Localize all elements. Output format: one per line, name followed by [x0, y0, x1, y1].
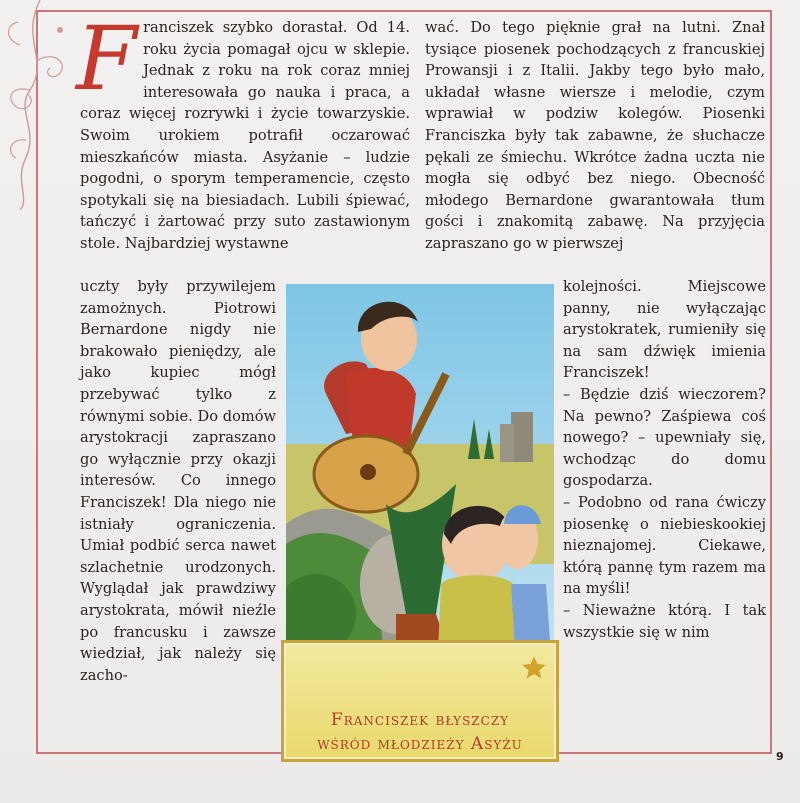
- page-number: 9: [776, 750, 784, 763]
- text-column-left-top: [76, 7, 410, 255]
- paragraph-right-top: wać. Do tego pięknie grał na lutni. Znał tysiące piosenek pochodzących z francuskiej Prowansji i z Italii. Jakby tego było mało, układał własne wiersze i melodie, czym wprawiał w podziw kolegów. Piosenki Franciszka były tak zabawne, że słuchacze pękali ze śmiechu. Wkrótce żadna uczta nie mogła się odbyć bez niego. Obecność młodego Bernardone gwarantowała tłum gości i znakomitą zabawę. Na przyjęcia zapraszano go w pierwszej: [425, 19, 765, 252]
- dialogue-line: kolejności. Miejscowe panny, nie wyłączając arystokratek, rumieniły się na sam dźwięk imienia Franciszek!: [563, 278, 766, 382]
- illustration-francis-lute: [286, 284, 554, 696]
- text-column-right-wrap: [563, 276, 766, 643]
- drop-cap: F: [76, 7, 138, 110]
- text-column-right-top: [425, 17, 765, 255]
- dialogue-line: – Będzie dziś wieczorem? Na pewno? Zaśpiewa coś nowego? – upewniały się, wchodząc do domu gospodarza.: [563, 385, 766, 490]
- text-column-left-wrap: [80, 276, 276, 686]
- paragraph-left-wrap: uczty były przywilejem zamożnych. Piotrowi Bernardone nigdy nie brakowało pieniędzy, ale jako kupiec mógł przebywać tylko z równymi sobie. Do domów arystokracji zapraszano go wyłącznie przy okazji interesów. Co innego Franciszek! Dla niego nie istniały ograniczenia. Umiał podbić serca nawet szlachetnie urodzonych. Wyglądał jak prawdziwy arystokrata, mówił nieźle po francusku i zawsze wiedział, jak należy się zacho-: [80, 278, 276, 684]
- dialogue-line: – Podobno od rana ćwiczy piosenkę o niebieskookiej nieznajomej. Ciekawe, którą pannę tym razem ma na myśli!: [563, 493, 766, 598]
- paragraph-opening: ranciszek szybko dorastał. Od 14. roku życia pomagał ojcu w sklepie. Jednak z roku na rok coraz mniej interesowała go nauka i praca, a coraz więcej rozrywki i życie towarzyskie. Swoim urokiem potrafił oczarować mieszkańców miasta. Asyżanie – ludzie pogodni, o sporym temperamencie, często spotykali się na biesiadach. Lubili śpiewać, tańczyć i żartować przy suto zastawionym stole. Najbardziej wystawne: [80, 19, 410, 252]
- dialogue-line: – Nieważne którą. I tak wszystkie się w nim: [563, 601, 766, 641]
- illustration-caption: Franciszek błyszczy wśród młodzieży Asyżu: [317, 710, 523, 754]
- star-icon: [520, 654, 548, 682]
